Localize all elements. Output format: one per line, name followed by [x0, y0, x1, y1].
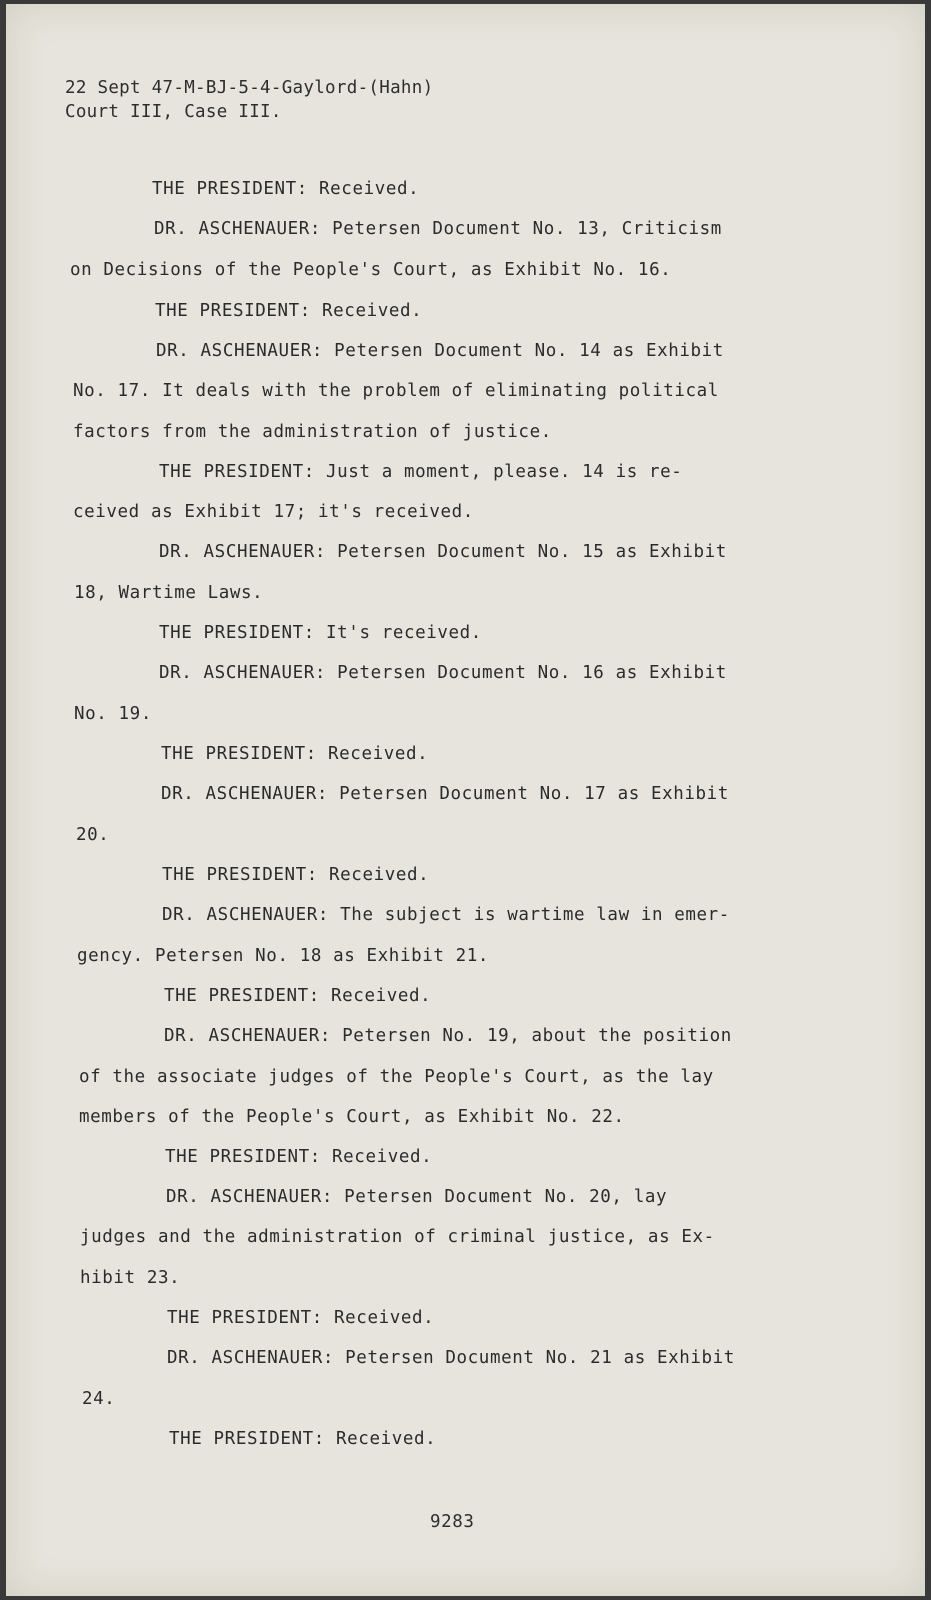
header-court: Court III, Case III. [65, 102, 282, 122]
document-page [6, 4, 925, 1596]
transcript-line: hibit 23. [80, 1268, 181, 1288]
transcript-line: THE PRESIDENT: Just a moment, please. 14 is re- [159, 462, 683, 482]
transcript-line: on Decisions of the People's Court, as Exhibit No. 16. [70, 260, 672, 280]
transcript-line: of the associate judges of the People's Court, as the lay [79, 1067, 714, 1087]
transcript-line: THE PRESIDENT: Received. [152, 179, 420, 199]
transcript-line: THE PRESIDENT: Received. [164, 986, 432, 1006]
transcript-line: 20. [76, 825, 110, 845]
transcript-line: THE PRESIDENT: Received. [161, 744, 429, 764]
transcript-line: members of the People's Court, as Exhibit No. 22. [79, 1107, 625, 1127]
transcript-line: gency. Petersen No. 18 as Exhibit 21. [77, 946, 490, 966]
transcript-line: THE PRESIDENT: Received. [167, 1308, 435, 1328]
transcript-line: DR. ASCHENAUER: The subject is wartime law in emer- [162, 905, 730, 925]
transcript-line: DR. ASCHENAUER: Petersen No. 19, about the position [164, 1026, 732, 1046]
transcript-line: THE PRESIDENT: Received. [169, 1429, 437, 1449]
transcript-line: DR. ASCHENAUER: Petersen Document No. 14 as Exhibit [156, 341, 724, 361]
transcript-line: THE PRESIDENT: Received. [155, 301, 423, 321]
transcript-line: DR. ASCHENAUER: Petersen Document No. 13, Criticism [154, 219, 722, 239]
document-header [65, 76, 433, 124]
transcript-line: ceived as Exhibit 17; it's received. [73, 502, 474, 522]
transcript-line: DR. ASCHENAUER: Petersen Document No. 21 as Exhibit [167, 1348, 735, 1368]
transcript-line: 18, Wartime Laws. [74, 583, 264, 603]
transcript-line: DR. ASCHENAUER: Petersen Document No. 16 as Exhibit [159, 663, 727, 683]
transcript-line: 24. [82, 1389, 116, 1409]
transcript-line: THE PRESIDENT: Received. [165, 1147, 433, 1167]
transcript-line: judges and the administration of criminal justice, as Ex- [80, 1227, 715, 1247]
transcript-line: No. 17. It deals with the problem of eliminating political [73, 381, 719, 401]
header-reference: 22 Sept 47-M-BJ-5-4-Gaylord-(Hahn) [65, 78, 434, 98]
transcript-line: DR. ASCHENAUER: Petersen Document No. 20, lay [166, 1187, 668, 1207]
transcript-line: No. 19. [74, 704, 152, 724]
transcript-line: THE PRESIDENT: Received. [162, 865, 430, 885]
transcript-line: DR. ASCHENAUER: Petersen Document No. 17 as Exhibit [161, 784, 729, 804]
page-number: 9283 [430, 1512, 475, 1532]
transcript-line: THE PRESIDENT: It's received. [159, 623, 482, 643]
transcript-line: factors from the administration of justice. [73, 422, 552, 442]
transcript-line: DR. ASCHENAUER: Petersen Document No. 15 as Exhibit [159, 542, 727, 562]
